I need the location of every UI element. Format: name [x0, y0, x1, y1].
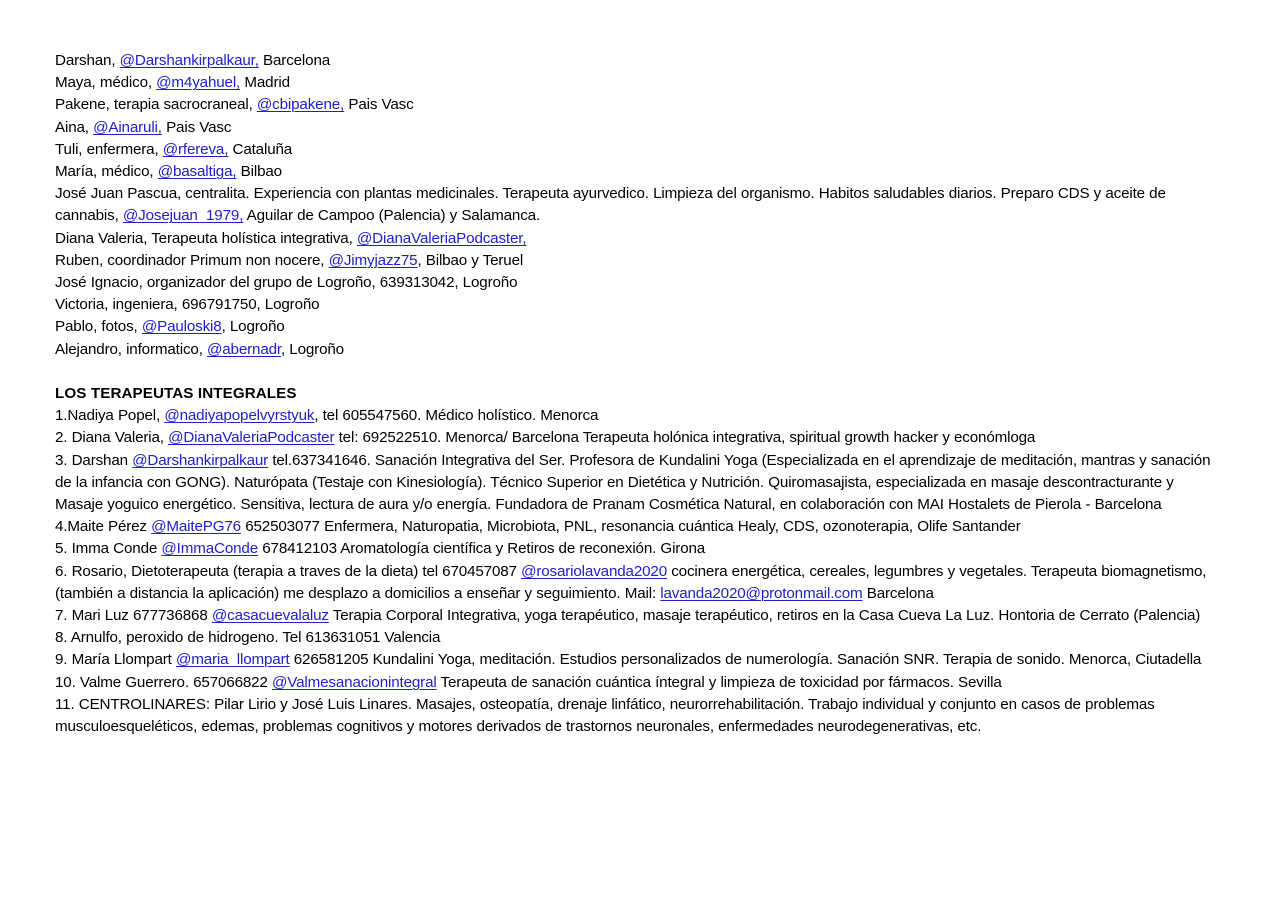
- paragraph-text: 652503077 Enfermera, Naturopatia, Microbiota, PNL, resonancia cuántica Healy, CDS, ozonoterapia, Olife Santander: [240, 518, 1021, 536]
- paragraph-text: Victoria, ingeniera, 696791750, Logroño: [55, 296, 320, 314]
- paragraph-text: Pais Vasc: [161, 118, 232, 136]
- paragraph-text: , Logroño: [281, 340, 344, 358]
- therapist-11-centrolinares: [55, 694, 1225, 738]
- paragraph-text: Darshan,: [55, 52, 120, 69]
- contact-tuli: [55, 139, 1225, 161]
- paragraph-text: Terapeuta de sanación cuántica íntegral y limpieza de toxicidad por fármacos. Sevilla: [436, 673, 1002, 691]
- paragraph-text: 7. Mari Luz 677736868: [55, 607, 212, 625]
- therapist-7-mari-luz: [55, 605, 1225, 627]
- therapist-9-maria-llompart: [55, 649, 1225, 671]
- paragraph-text: , Bilbao y Teruel: [417, 251, 524, 269]
- paragraph-text: Tuli, enfermera,: [55, 140, 163, 158]
- therapist-1-nadiya-popel: [55, 405, 1225, 427]
- paragraph-text: Ruben, coordinador Primum non nocere,: [55, 251, 329, 269]
- paragraph-text: 678412103 Aromatología científica y Retiros de reconexión. Girona: [258, 540, 706, 558]
- paragraph-text: 6. Rosario, Dietoterapeuta (terapia a traves de la dieta) tel 670457087: [55, 562, 522, 580]
- paragraph-text: tel.637341646. Sanación Integrativa del Ser. Profesora de Kundalini Yoga (Especializada en el aprendizaje de meditación, mantras y sanación de la infancia con GONG). Naturópata (Testaje con Kinesiología). Técnico Superior en Dietética y Nutrición. Quiromasajista, especializada en masaje descontracturante y Masaje yoguico energético. Sensitiva, lectura de aura y/o energía. Fundadora de Pranam Cosmética Natural, en colaboración con MAI Hostalets de Pierola - Barcelona: [55, 451, 1211, 514]
- hyperlink[interactable]: @Ainaruli,: [93, 118, 162, 136]
- paragraph-text: tel: 692522510. Menorca/ Barcelona Terapeuta holónica integrativa, spiritual growth hacker y económloga: [334, 429, 1036, 447]
- paragraph-text: Bilbao: [236, 163, 282, 181]
- paragraph-text: , tel 605547560. Médico holístico. Menorca: [314, 407, 599, 425]
- hyperlink[interactable]: @nadiyapopelvyrstyuk: [164, 407, 315, 425]
- contact-jose-ignacio: [55, 272, 1225, 294]
- paragraph-text: José Ignacio, organizador del grupo de Logroño, 639313042, Logroño: [55, 274, 518, 292]
- hyperlink[interactable]: @DianaValeriaPodcaster,: [356, 229, 527, 247]
- paragraph-text: Cataluña: [228, 140, 293, 158]
- paragraph-text: 8. Arnulfo, peroxido de hidrogeno. Tel 613631051 Valencia: [55, 629, 441, 647]
- paragraph-text: Aina,: [55, 118, 94, 136]
- paragraph-text: 1.Nadiya Popel,: [55, 407, 165, 425]
- paragraph-text: Alejandro, informatico,: [55, 340, 207, 358]
- hyperlink[interactable]: @ImmaConde: [161, 540, 259, 558]
- contact-pakene: [55, 94, 1225, 116]
- contact-jose-juan-pascua: [55, 183, 1225, 227]
- hyperlink[interactable]: @Darshankirpalkaur,: [119, 52, 259, 69]
- contact-aina: [55, 117, 1225, 139]
- paragraph-text: Madrid: [240, 74, 290, 92]
- paragraph-text: Aguilar de Campoo (Palencia) y Salamanca.: [243, 207, 541, 225]
- paragraph-text: 4.Maite Pérez: [55, 518, 152, 536]
- paragraph-text: Pakene, terapia sacrocraneal,: [55, 96, 257, 114]
- hyperlink[interactable]: @Darshankirpalkaur: [132, 451, 269, 469]
- contact-pablo: [55, 316, 1225, 338]
- hyperlink[interactable]: @Jimyjazz75: [328, 251, 418, 269]
- hyperlink[interactable]: @Josejuan_1979,: [122, 207, 244, 225]
- paragraph-text: 9. María Llompart: [55, 651, 176, 669]
- therapist-5-imma-conde: [55, 538, 1225, 560]
- contact-ruben: [55, 250, 1225, 272]
- paragraph-text: 2. Diana Valeria,: [55, 429, 169, 447]
- contact-alejandro: [55, 339, 1225, 361]
- therapist-8-arnulfo: [55, 627, 1225, 649]
- hyperlink[interactable]: @casacuevalaluz: [211, 607, 329, 625]
- hyperlink[interactable]: @MaitePG76: [151, 518, 241, 536]
- contact-darshan: [55, 50, 1225, 72]
- paragraph-text: Pablo, fotos,: [55, 318, 142, 336]
- paragraph-text: cocinera energética, cereales, legumbres y vegetales. Terapeuta biomagnetismo, (también a distancia la aplicación) me desplazo a domicilios a enseñar y seguimiento. Mail:: [55, 562, 1207, 602]
- hyperlink[interactable]: @m4yahuel,: [156, 74, 241, 92]
- paragraph-text: 10. Valme Guerrero. 657066822: [55, 673, 272, 691]
- hyperlink[interactable]: lavanda2020@protonmail.com: [660, 584, 863, 602]
- hyperlink[interactable]: @DianaValeriaPodcaster: [168, 429, 335, 447]
- paragraph-text: José Juan Pascua, centralita. Experiencia con plantas medicinales. Terapeuta ayurvedico. Limpieza del organismo. Habitos saludables diarios. Preparo CDS y aceite de cannabis,: [55, 185, 1166, 225]
- therapist-2-diana-valeria: [55, 427, 1225, 449]
- contact-diana-valeria: [55, 228, 1225, 250]
- hyperlink[interactable]: @basaltiga,: [157, 163, 237, 181]
- therapist-3-darshan: [55, 450, 1225, 517]
- paragraph-text: Maya, médico,: [55, 74, 157, 92]
- paragraph-text: 5. Imma Conde: [55, 540, 162, 558]
- paragraph-text: 626581205 Kundalini Yoga, meditación. Estudios personalizados de numerología. Sanación SNR. Terapia de sonido. Menorca, Ciutadella: [289, 651, 1202, 669]
- therapist-4-maite-perez: [55, 516, 1225, 538]
- hyperlink[interactable]: @rfereva,: [162, 140, 229, 158]
- hyperlink[interactable]: @Valmesanacionintegral: [271, 673, 437, 691]
- hyperlink[interactable]: @maria_llompart: [175, 651, 290, 669]
- paragraph-text: Pais Vasc: [344, 96, 414, 114]
- paragraph-text: María, médico,: [55, 163, 158, 181]
- paragraph-text: Barcelona: [862, 584, 934, 602]
- paragraph-text: Barcelona: [258, 52, 331, 69]
- hyperlink[interactable]: @rosariolavanda2020: [521, 562, 668, 580]
- therapists-block: [55, 405, 1225, 738]
- contact-maria: [55, 161, 1225, 183]
- therapist-10-valme-guerrero: [55, 672, 1225, 694]
- paragraph-text: Diana Valeria, Terapeuta holística integrativa,: [55, 229, 357, 247]
- paragraph-text: 3. Darshan: [55, 451, 133, 469]
- hyperlink[interactable]: @Pauloski8: [141, 318, 222, 336]
- hyperlink[interactable]: @abernadr: [206, 340, 281, 358]
- hyperlink[interactable]: @cbipakene,: [256, 96, 345, 114]
- blank-line: [55, 361, 1225, 383]
- contact-maya: [55, 72, 1225, 94]
- document-body: [55, 50, 1225, 738]
- contact-victoria: [55, 294, 1225, 316]
- paragraph-text: 11. CENTROLINARES: Pilar Lirio y José Luis Linares. Masajes, osteopatía, drenaje linfático, neurorrehabilitación. Trabajo individual y conjunto en casos de problemas musculoesqueléticos, edemas, problemas cognitivos y motores derivados de trastornos neuronales, enfermedades neurodegenerativas, etc.: [55, 695, 1155, 736]
- section-heading-los-terapeutas-integrales: LOS TERAPEUTAS INTEGRALES: [55, 385, 297, 403]
- therapist-6-rosario: [55, 561, 1225, 605]
- contacts-block: [55, 50, 1225, 361]
- paragraph-text: Terapia Corporal Integrativa, yoga terapéutico, masaje terapéutico, retiros en la Casa Cueva La Luz. Hontoria de Cerrato (Palencia): [328, 607, 1201, 625]
- paragraph-text: , Logroño: [221, 318, 285, 336]
